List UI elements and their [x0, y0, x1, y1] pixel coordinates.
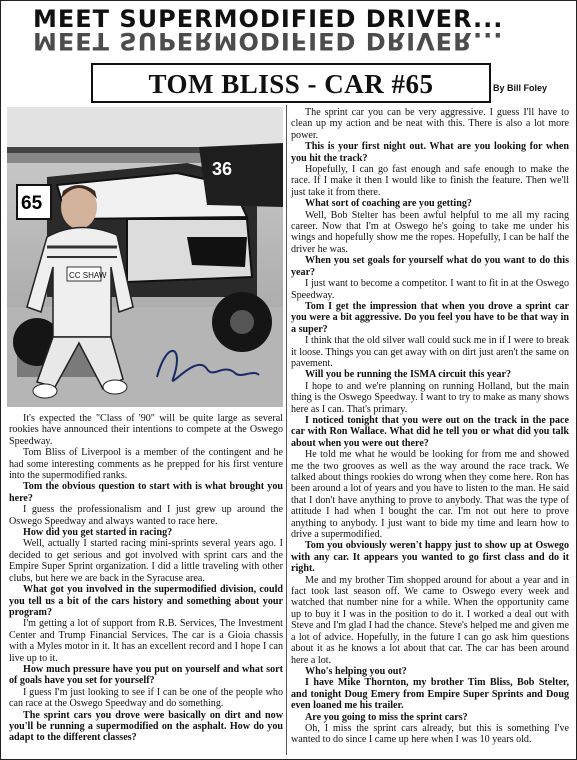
byline: By Bill Foley — [493, 83, 548, 93]
body-paragraph: It's expected the "Class of '90" will be quite large as several rookies have announced their intentions to compete at the Oswego Speedway. — [9, 413, 283, 447]
interview-question: What sort of coaching are you getting? — [305, 198, 472, 210]
right-column — [291, 107, 569, 746]
interview-question: Are you going to miss the sprint cars? — [305, 711, 468, 723]
body-paragraph: I hope to and we're planning on running Holland, but the main thing is the Oswego Speedway. I want to try to make as many shows here as I can. That's primary. — [291, 380, 569, 415]
headline: MEET SUPERMODIFIED DRIVER... — [33, 5, 504, 33]
body-paragraph: I guess I'm just looking to see if I can be one of the people who can race at the Oswego Speedway and do something. — [9, 686, 283, 710]
suit-patch: CC SHAW — [69, 271, 107, 280]
left-column — [9, 413, 283, 744]
body-paragraph: Hopefully, I can go fast enough and safe enough to make the race. If I make it then I would like to finish the feature. Then we'll just take it from there. — [291, 164, 569, 198]
interview-question: Tom you obviously weren't happy just to show up at Oswego with any car. It appears you wanted to go first class and do it right. — [291, 540, 569, 575]
column-divider — [286, 105, 287, 755]
other-car-number: 36 — [212, 159, 233, 179]
driver-photo — [7, 107, 283, 407]
body-paragraph: Tom Bliss of Liverpool is a member of the contingent and he had some interesting comments as he prepped for his first venture into the supermodified ranks. — [9, 447, 283, 482]
body-paragraph: Me and my brother Tim shopped around for about a year and in fact took last season off. We came to Oswego every week and watched that number nine for a while. When the opportunity came up to buy it I was in the position to do it. I worked a deal out with Steve and I'm glad I had the chance. Steve's helped me and given me a lot of advice. Hopefully, in the future I can go ask him questions about it as he knows a lot about that car. The car has been around here a lot. — [291, 574, 569, 666]
title-box — [91, 63, 491, 103]
interview-question: Tom the obvious question to start with is what brought you here? — [9, 481, 283, 504]
headline-banner — [9, 5, 569, 53]
race-car-36 — [199, 143, 283, 207]
photo-illustration — [7, 107, 283, 407]
article-title: TOM BLISS - CAR #65 — [148, 69, 434, 99]
headline-reflection: MEET SUPERMODIFIED DRIVER... — [33, 27, 504, 55]
interview-question: Tom I get the impression that when you drove a sprint car you were a bit aggressive. Do you feel you have to be that way in a super? — [291, 300, 569, 335]
interview-question: Will you be running the ISMA circuit this year? — [305, 369, 512, 381]
body-paragraph: I just want to become a competitor. I want to fit in at the Oswego Speedway. — [291, 278, 569, 301]
interview-question: How did you get started in racing? — [23, 527, 173, 539]
body-paragraph: I guess the professionalism and I just grew up around the Oswego Speedway and always wanted to race here. — [9, 504, 283, 527]
interview-question: What got you involved in the supermodified division, could you tell us a bit of the cars history and something about your program? — [9, 584, 283, 618]
body-paragraph: Well, actually I started racing mini-sprints several years ago. I decided to get serious and got involved with sprint cars and the Empire Super Sprint organization. I did a little traveling with other clubs, but here we are back in the Syracuse area. — [9, 538, 283, 584]
car-number: 65 — [21, 193, 43, 214]
body-paragraph: The sprint car you can be very aggressive. I guess I'll have to clean up my action and be neat with this. There is also a lot more power. — [291, 107, 569, 141]
interview-question: When you set goals for yourself what do you want to do this year? — [291, 255, 569, 278]
interview-question: I noticed tonight that you were out on the track in the pace car with Ron Wallace. What did he tell you or what did you talk about when you were out there? — [291, 414, 569, 449]
body-paragraph: I think that the old silver wall could suck me in if I were to break it loose. Things you can get away with on dirt just aren't the same on pavement. — [291, 335, 569, 369]
body-paragraph: Well, Bob Stelter has been awful helpful to me all my racing career. Now that I'm at Oswego he's going to take me under his wings and hopefully show me the ropes. Hopefully, I can be half the driver he was. — [291, 209, 569, 255]
body-paragraph: I'm getting a lot of support from R.B. Services, The Investment Center and Trump Financial Services. The car is a Gioia chassis with a Myles motor in it. It has an excellent record and I hope I can live up to it. — [9, 618, 283, 664]
body-paragraph: Oh, I miss the sprint cars already, but this is something I've wanted to do since I came up here when I was 10 years old. — [291, 722, 569, 746]
interview-question: Who's helping you out? — [305, 665, 407, 677]
interview-question: This is your first night out. What are you looking for when you hit the track? — [291, 141, 569, 164]
interview-question: How much pressure have you put on yourself and what sort of goals have you set for yourself? — [9, 663, 283, 687]
interview-answer: I have Mike Thornton, my brother Tim Bliss, Bob Stelter, and tonight Doug Emery from Empire Super Sprints and Doug even loaned me his trailer. — [291, 677, 569, 712]
body-paragraph: He told me what he would be looking for from me and showed me the two grooves as well as the way around the race track. We talked about things rookies do wrong when they come here. Ron has been around a lot of years and you have to listen to the man. He said that I don't have anything to prove to anybody. That was the type of attitude I had when I bought the car. I'm not out here to prove anything to anybody. I just want to bide my time and learn how to drive a supermodified. — [291, 449, 569, 541]
interview-question: The sprint cars you drove were basically on dirt and now you'll be running a supermodified on the asphalt. How do you adapt to the different classes? — [9, 709, 283, 744]
